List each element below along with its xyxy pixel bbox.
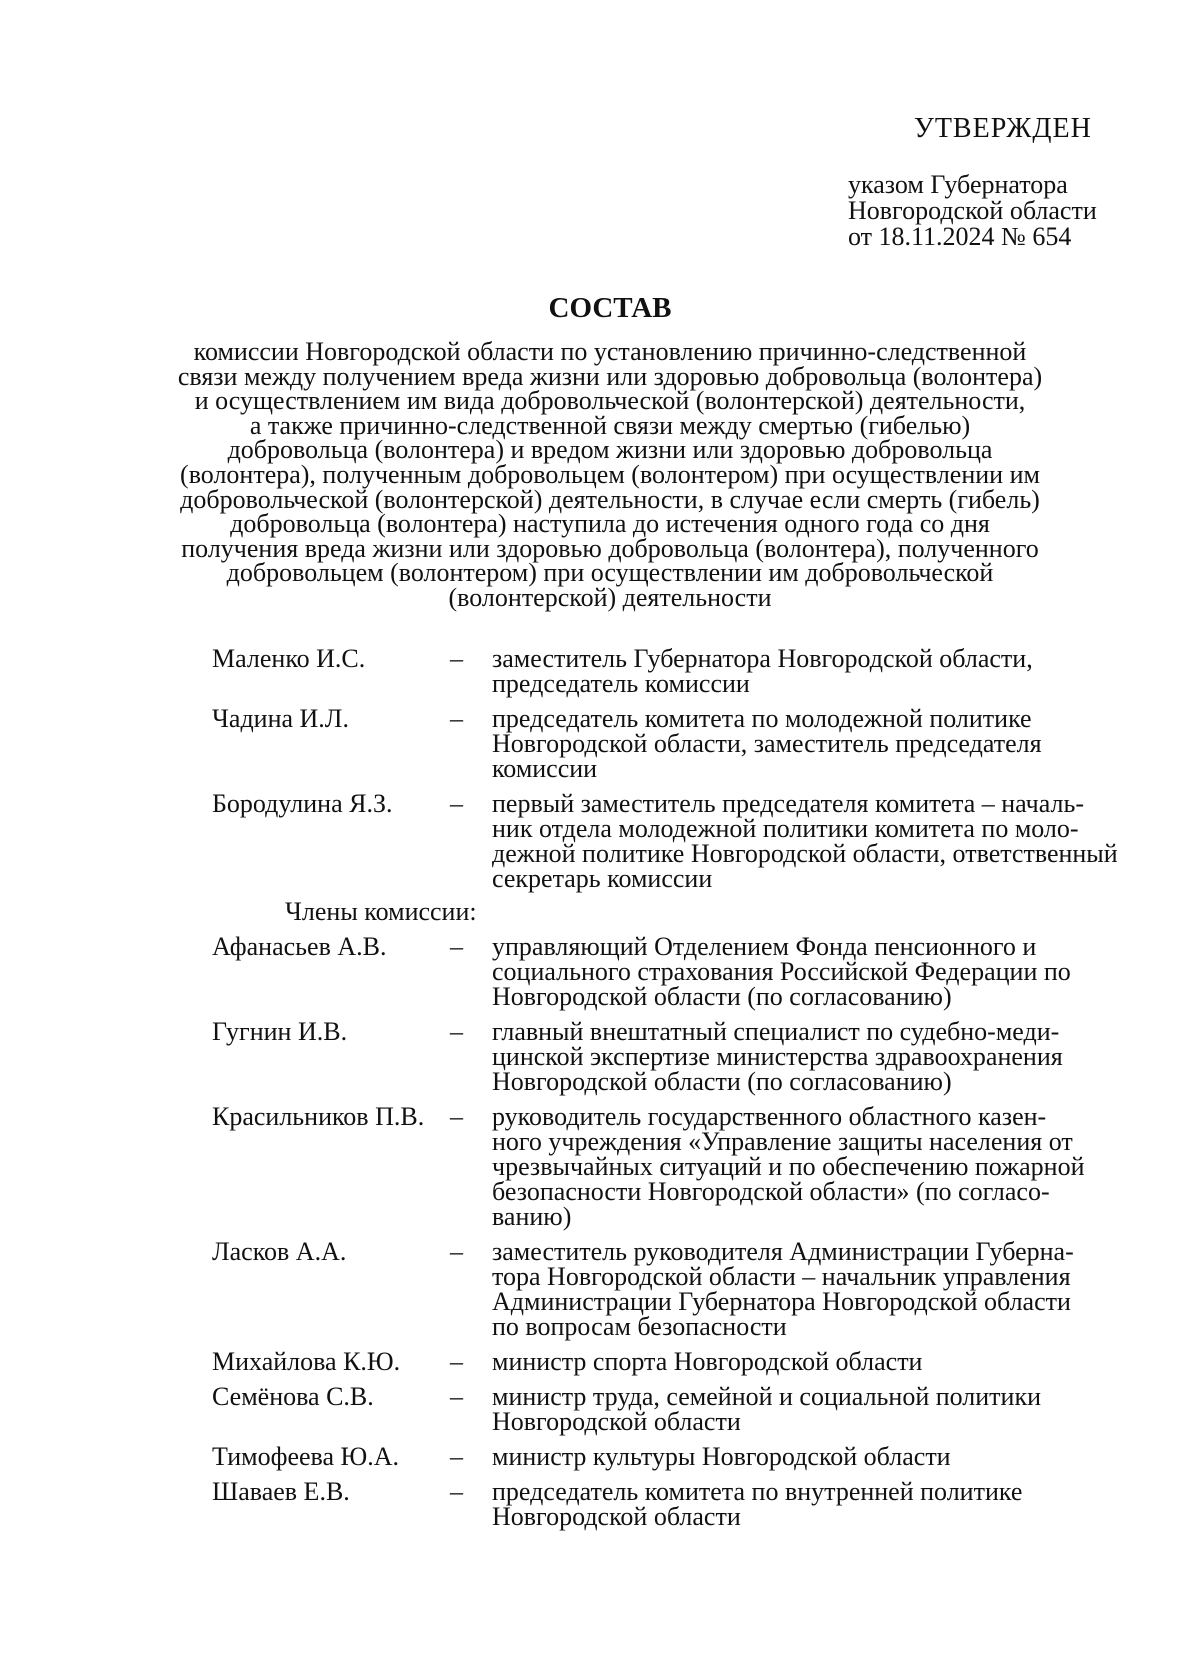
subtitle-line: добровольца (волонтера) и вредом жизни или здоровью добровольца xyxy=(227,435,993,465)
member-name: Гугнин И.В. xyxy=(212,1017,348,1046)
member-role xyxy=(492,706,1172,781)
member-role xyxy=(492,791,1172,891)
member-role xyxy=(492,1349,1172,1374)
dash-separator: – xyxy=(450,1102,463,1131)
members-list xyxy=(212,934,1172,1529)
document-heading xyxy=(150,290,1070,611)
role-line: ного учреждения «Управление защиты населения от xyxy=(492,1127,1073,1156)
leadership-list xyxy=(212,646,1172,891)
role-line: Новгородской области xyxy=(492,1407,741,1436)
approval-line: указом Губернатора xyxy=(848,170,1068,199)
role-line: председатель комитета по молодежной политике xyxy=(492,704,1032,733)
role-line: министр спорта Новгородской области xyxy=(492,1347,923,1376)
role-line: руководитель государственного областного казен- xyxy=(492,1102,1047,1131)
subtitle-line: получения вреда жизни или здоровью добровольца (волонтера), полученного xyxy=(181,533,1039,563)
role-line: председатель комитета по внутренней политике xyxy=(492,1477,1023,1506)
subtitle-line: связи между получением вреда жизни или здоровью добровольца (волонтера) xyxy=(177,361,1043,391)
role-line: Администрации Губернатора Новгородской области xyxy=(492,1287,1071,1316)
subtitle-line: (волонтера), полученным добровольцем (волонтером) при осуществлении им xyxy=(180,459,1040,489)
member-role xyxy=(492,646,1172,696)
member-name: Семёнова С.В. xyxy=(212,1382,374,1411)
member-row xyxy=(212,1349,1172,1374)
dash-separator: – xyxy=(450,1382,463,1411)
role-line: заместитель руководителя Администрации Губерна- xyxy=(492,1237,1074,1266)
member-role xyxy=(492,1104,1172,1229)
role-line: секретарь комиссии xyxy=(492,864,713,893)
subtitle-line: комиссии Новгородской области по установлению причинно-следственной xyxy=(193,337,1027,366)
approval-line: от 18.11.2024 № 654 xyxy=(848,222,1072,251)
members-subheading: Члены комиссии: xyxy=(285,897,477,926)
role-line: главный внештатный специалист по судебно-меди- xyxy=(492,1017,1060,1046)
role-line: министр культуры Новгородской области xyxy=(492,1442,951,1471)
role-line: первый заместитель председателя комитета – началь- xyxy=(492,789,1084,818)
role-line: Новгородской области (по согласованию) xyxy=(492,982,952,1011)
role-line: безопасности Новгородской области» (по согласо- xyxy=(492,1177,1050,1206)
approved-label: УТВЕРЖДЕН xyxy=(914,113,1092,144)
member-name: Михайлова К.Ю. xyxy=(212,1347,401,1376)
approval-line: Новгородской области xyxy=(848,196,1097,225)
member-name: Чадина И.Л. xyxy=(212,704,349,733)
dash-separator: – xyxy=(450,704,463,733)
member-role xyxy=(492,1479,1172,1529)
document-subtitle xyxy=(150,337,1070,612)
role-line: заместитель Губернатора Новгородской области, xyxy=(492,644,1033,673)
role-line: Новгородской области xyxy=(492,1502,741,1531)
member-row xyxy=(212,934,1172,1009)
member-name: Маленко И.С. xyxy=(212,644,366,673)
subtitle-line: добровольца (волонтера) наступила до истечения одного года со дня xyxy=(230,509,990,539)
role-line: дежной политике Новгородской области, ответственный xyxy=(492,839,1118,868)
dash-separator: – xyxy=(450,1017,463,1046)
dash-separator: – xyxy=(450,1347,463,1376)
dash-separator: – xyxy=(450,1442,463,1471)
commission-members xyxy=(212,646,1172,1529)
member-row xyxy=(212,1479,1172,1529)
subtitle-line: и осуществлением им вида добровольческой (волонтерской) деятельности, xyxy=(194,386,1026,416)
role-line: социального страхования Российской Федерации по xyxy=(492,957,1071,986)
member-row xyxy=(212,1104,1172,1229)
role-line: цинской экспертизе министерства здравоохранения xyxy=(492,1042,1063,1071)
member-name: Тимофеева Ю.А. xyxy=(212,1442,400,1471)
member-role xyxy=(492,1019,1172,1094)
subtitle-line: (волонтерской) деятельности xyxy=(448,582,772,612)
member-row xyxy=(212,646,1172,696)
role-line: министр труда, семейной и социальной политики xyxy=(492,1382,1042,1411)
role-line: ник отдела молодежной политики комитета по моло- xyxy=(492,814,1079,843)
dash-separator: – xyxy=(450,644,463,673)
role-line: управляющий Отделением Фонда пенсионного и xyxy=(492,932,1037,961)
member-role xyxy=(492,934,1172,1009)
member-row xyxy=(212,1384,1172,1434)
role-line: ванию) xyxy=(492,1202,572,1231)
role-line: комиссии xyxy=(492,754,598,783)
role-line: Новгородской области (по согласованию) xyxy=(492,1067,952,1096)
member-role xyxy=(492,1239,1172,1339)
member-name: Ласков А.А. xyxy=(212,1237,347,1266)
member-name: Бородулина Я.З. xyxy=(212,789,393,818)
member-name: Красильников П.В. xyxy=(212,1102,425,1131)
subtitle-line: добровольческой (волонтерской) деятельности, в случае если смерть (гибель) xyxy=(180,484,1040,514)
member-row xyxy=(212,706,1172,781)
subtitle-line: а также причинно-следственной связи между смертью (гибелью) xyxy=(249,410,971,440)
dash-separator: – xyxy=(450,932,463,961)
member-row xyxy=(212,1444,1172,1469)
approval-stamp xyxy=(848,112,1168,250)
dash-separator: – xyxy=(450,1237,463,1266)
document-title: СОСТАВ xyxy=(548,292,672,324)
member-name: Афанасьев А.В. xyxy=(212,932,387,961)
subtitle-line: добровольцем (волонтером) при осуществлении им добровольческой xyxy=(226,558,994,588)
role-line: по вопросам безопасности xyxy=(492,1312,787,1341)
member-name: Шаваев Е.В. xyxy=(212,1477,350,1506)
role-line: председатель комиссии xyxy=(492,669,750,698)
member-row xyxy=(212,1019,1172,1094)
role-line: чрезвычайных ситуаций и по обеспечению пожарной xyxy=(492,1152,1085,1181)
member-row xyxy=(212,791,1172,891)
member-role xyxy=(492,1384,1172,1434)
member-row xyxy=(212,1239,1172,1339)
role-line: Новгородской области, заместитель председателя xyxy=(492,729,1042,758)
role-line: тора Новгородской области – начальник управления xyxy=(492,1262,1071,1291)
dash-separator: – xyxy=(450,789,463,818)
member-role xyxy=(492,1444,1172,1469)
dash-separator: – xyxy=(450,1477,463,1506)
